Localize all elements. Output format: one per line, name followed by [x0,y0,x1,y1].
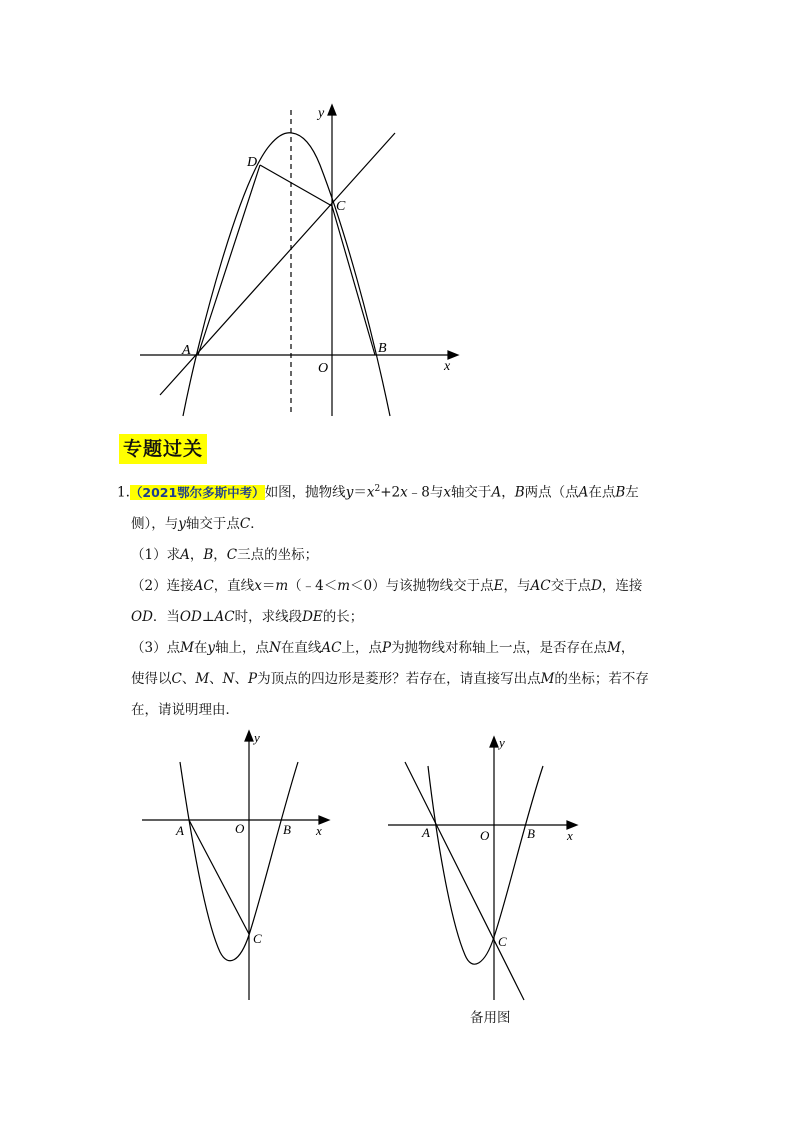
problem-stem-line2: 侧），与y轴交于点C． [131,515,264,532]
label-c: C [253,931,262,946]
segment-ad [198,165,260,355]
parabola [180,762,298,961]
parabola [428,766,543,964]
segment-cb [332,206,375,355]
label-o: O [318,361,329,376]
label-x: x [567,828,573,843]
label-x: x [316,823,322,838]
question-3-line3: 在，请说明理由． [131,701,239,718]
label-a: A [182,343,191,358]
y-axis-arrow [490,737,498,747]
segment-ac [189,820,249,934]
question-2-line2: OD．当OD⊥AC时，求线段DE的长； [131,608,364,625]
problem-stem: 1.（2021鄂尔多斯中考）如图，抛物线$y=x^2+2x﹣8$与x轴交于A，B两点（点A在点B左 [117,484,639,501]
problem-1 [117,474,687,726]
problem-number: 1. [117,484,130,501]
x-axis-arrow [448,351,458,359]
label-c: C [336,199,346,214]
problem-source: （2021鄂尔多斯中考） [129,484,265,500]
label-a: A [422,825,430,840]
label-y: y [254,730,260,745]
label-a: A [176,823,184,838]
figure-right-caption: 备用图 [470,1010,511,1026]
label-d: D [247,155,258,170]
line-ac [405,762,524,1000]
question-1: （1）求A，B，C三点的坐标； [131,546,319,563]
label-y: y [318,106,325,121]
question-3: （3）点M在y轴上，点N在直线AC上，点P为抛物线对称轴上一点，是否存在点M， [131,639,635,656]
label-c: C [498,934,507,949]
label-o: O [480,828,490,843]
line-ac [160,133,395,395]
question-3-line2: 使得以C、M、N、P为顶点的四边形是菱形？若存在，请直接写出点M的坐标；若不存 [131,670,649,687]
label-x: x [444,359,451,374]
label-b: B [283,822,291,837]
label-b: B [378,341,387,356]
figure-left [135,725,340,1005]
question-2: （2）连接AC，直线x＝m（﹣4＜m＜0）与该抛物线交于点E，与AC交于点D，连接 [131,577,643,594]
y-axis-arrow [245,731,253,741]
figure-top [130,100,470,425]
label-o: O [235,821,245,836]
label-y: y [499,735,505,750]
label-b: B [527,826,535,841]
parabola [183,133,390,416]
y-axis-arrow [328,105,336,115]
section-title: 专题过关 [119,434,207,464]
figure-right [385,730,585,1005]
segment-dc [260,165,332,206]
